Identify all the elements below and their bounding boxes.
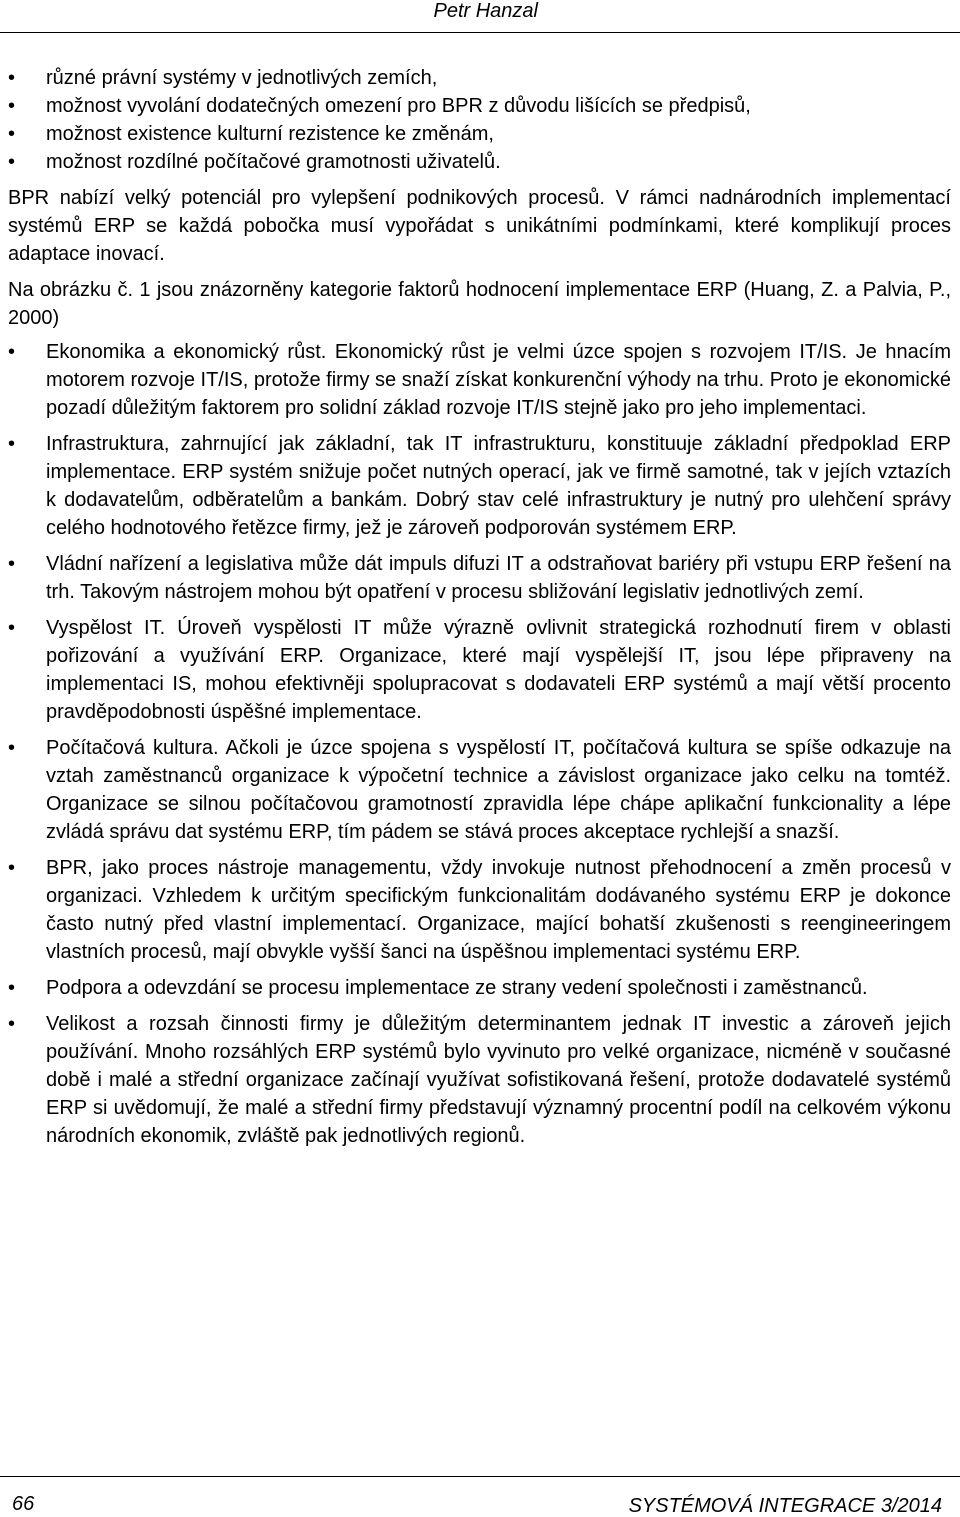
list-item: • Ekonomika a ekonomický růst. Ekonomický růst je velmi úzce spojen s rozvojem IT/IS. Je hnacím motorem rozvoje IT/IS, protože firmy se snaží získat konkurenční výhody na trhu. Proto je ekonomické pozadí důležitým faktorem pro solidní základ rozvoje IT/IS stejně jako pro jeho implementaci. xyxy=(8,338,951,422)
article-body xyxy=(8,64,951,1158)
header-author: Petr Hanzal xyxy=(433,0,538,22)
list-item: • Podpora a odevzdání se procesu implementace ze strany vedení společnosti i zaměstnanců. xyxy=(8,974,951,1002)
list-item: • Vládní nařízení a legislativa může dát impuls difuzi IT a odstraňovat bariéry při vstupu ERP řešení na trh. Takovým nástrojem mohou být opatření v procesu sbližování legislativ jednotlivých zemí. xyxy=(8,550,951,606)
paragraph: BPR nabízí velký potenciál pro vylepšení podnikových procesů. V rámci nadnárodních implementací systémů ERP se každá pobočka musí vypořádat s unikátními podmínkami, které komplikují proces adaptace inovací. xyxy=(8,187,951,265)
list-item: • Vyspělost IT. Úroveň vyspělosti IT může výrazně ovlivnit strategická rozhodnutí firem v oblasti pořizování a využívání ERP. Organizace, které mají vyspělejší IT, jsou lépe připraveny na implementaci IS, mohou efektivněji spolupracovat s dodavateli ERP systémů a mají větší procento pravděpodobnosti úspěšné implementace. xyxy=(8,614,951,726)
factor-bullet-list xyxy=(8,338,951,1150)
journal-name: SYSTÉMOVÁ INTEGRACE 3/2014 xyxy=(628,1495,942,1517)
page-number: 66 xyxy=(12,1493,35,1515)
list-item: • Velikost a rozsah činnosti firmy je důležitým determinantem jednak IT investic a zároveň jejich používání. Mnoho rozsáhlých ERP systémů bylo vyvinuto pro velké organizace, nicméně v současné době i malé a střední organizace začínají využívat sofistikovaná řešení, protože dodavatelé systémů ERP si uvědomují, že malé a střední firmy představují významný procentní podíl na celkovém výkonu národních ekonomik, zvláště pak jednotlivých regionů. xyxy=(8,1010,951,1150)
intro-bullet-list xyxy=(8,64,951,176)
list-item: • BPR, jako proces nástroje managementu, vždy invokuje nutnost přehodnocení a změn procesů v organizaci. Vzhledem k určitým specifickým funkcionalitám dodávaného systému ERP je dokonce často nutný před vlastní implementací. Organizace, mající bohatší zkušenosti s reengineeringem vlastních procesů, mají obvykle vyšší šanci na úspěšnou implementaci systému ERP. xyxy=(8,854,951,966)
list-item: • různé právní systémy v jednotlivých zemích, xyxy=(8,64,951,92)
list-item: • možnost vyvolání dodatečných omezení pro BPR z důvodu lišících se předpisů, xyxy=(8,92,951,120)
list-item: • možnost existence kulturní rezistence ke změnám, xyxy=(8,120,951,148)
header-divider xyxy=(0,32,960,33)
list-item: • Počítačová kultura. Ačkoli je úzce spojena s vyspělostí IT, počítačová kultura se spíše odkazuje na vztah zaměstnanců organizace k výpočetní technice a závislost organizace jako celku na tomtéž. Organizace se silnou počítačovou gramotností zpravidla lépe chápe aplikační funkcionality a lépe zvládá správu dat systému ERP, tím pádem se stává proces akceptace rychlejší a snazší. xyxy=(8,734,951,846)
list-item: • možnost rozdílné počítačové gramotnosti uživatelů. xyxy=(8,148,951,176)
list-item: • Infrastruktura, zahrnující jak základní, tak IT infrastrukturu, konstituuje základní předpoklad ERP implementace. ERP systém snižuje počet nutných operací, jak ve firmě samotné, tak v jejích vztazích k dodavatelům, odběratelům a bankám. Dobrý stav celé infrastruktury je nutný pro ulehčení správy celého hodnotového řetězce firmy, jež je zároveň podporován systémem ERP. xyxy=(8,430,951,542)
paragraph: Na obrázku č. 1 jsou znázorněny kategorie faktorů hodnocení implementace ERP (Huang, Z. a Palvia, P., 2000) xyxy=(8,279,951,329)
footer-divider xyxy=(0,1476,960,1477)
